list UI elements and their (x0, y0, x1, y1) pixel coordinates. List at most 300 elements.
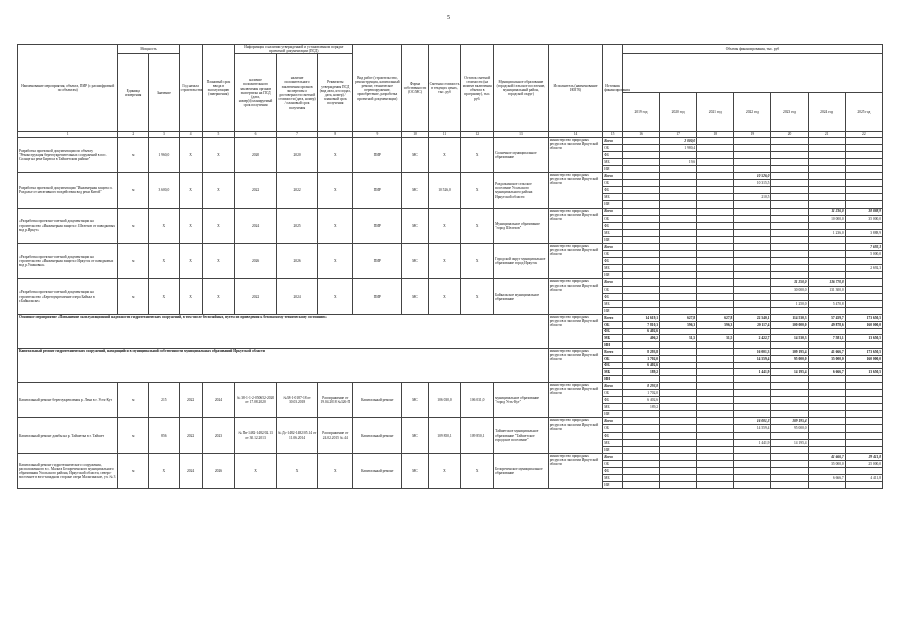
executor-cell: министерство природных ресурсов и экологии Иркутской области (548, 279, 603, 314)
municipality-cell: муниципальное образование "город Усть-Кут" (494, 382, 549, 417)
amount-cell (697, 286, 734, 293)
start-year-header: Год начала строительства (179, 45, 202, 132)
amount-cell: 11 236,0 (808, 208, 845, 215)
amount-cell (622, 158, 659, 165)
amount-cell: 114 530,3 (771, 314, 808, 321)
municipality-cell: Тайшетское муниципальное образование "Тайшетское городское поселение" (494, 418, 549, 453)
amount-cell (660, 390, 697, 397)
amount-cell: 627,8 (660, 314, 697, 321)
amount-cell (660, 404, 697, 411)
cost-cell: Х (428, 279, 461, 314)
amount-cell (622, 425, 659, 432)
amount-cell (697, 236, 734, 243)
amount-cell (845, 165, 882, 172)
amount-cell (660, 355, 697, 362)
ownership-cell: МС (402, 244, 428, 279)
work-kind-cell: ПИР (353, 173, 402, 208)
project-name: «Разработка проектно-сметной документации на строительство «Инженерная защита г. Шелехов от паводковых вод р.Иркут» (18, 208, 118, 243)
amount-cell (622, 411, 659, 418)
source-cell: ФБ (603, 293, 623, 300)
column-index: 19 (734, 132, 771, 137)
amount-cell (660, 376, 697, 383)
start-year-cell: 2024 (179, 453, 202, 488)
table-header (18, 45, 883, 138)
unit-cell: м (118, 173, 149, 208)
amount-cell (734, 244, 771, 251)
amount-cell (734, 279, 771, 286)
expertise-cell: Х (235, 453, 277, 488)
year-header: 2021 год (697, 93, 734, 132)
cost-cell: Х (428, 208, 461, 243)
amount-cell (734, 307, 771, 314)
project-name: Капитальный ремонт берегоукрепления р. Лена в г. Усть-Кут (18, 382, 118, 417)
value-cell: Х (149, 279, 180, 314)
amount-cell (845, 482, 882, 489)
amount-cell (734, 411, 771, 418)
amount-cell (660, 201, 697, 208)
amount-cell (660, 439, 697, 446)
value-cell: Х (149, 208, 180, 243)
amount-cell (734, 382, 771, 389)
amount-cell (697, 187, 734, 194)
amount-cell (734, 342, 771, 349)
amount-cell (771, 251, 808, 258)
source-cell: ОБ (603, 390, 623, 397)
amount-cell (734, 300, 771, 307)
amount-cell (697, 279, 734, 286)
page-number: 5 (447, 15, 450, 21)
source-cell: Всего (603, 137, 623, 144)
rest-cost-cell: Х (461, 208, 494, 243)
amount-cell (734, 286, 771, 293)
amount-cell: 596,3 (697, 321, 734, 328)
amount-cell (845, 151, 882, 158)
amount-cell: 189,2 (622, 369, 659, 376)
amount-cell (660, 173, 697, 180)
amount-cell (660, 342, 697, 349)
source-cell: ОБ (603, 425, 623, 432)
amount-cell: 16 001,3 (734, 418, 771, 425)
source-cell: МБ (603, 194, 623, 201)
amount-cell (808, 244, 845, 251)
amount-cell (734, 460, 771, 467)
amount-cell (808, 265, 845, 272)
amount-cell (845, 194, 882, 201)
amount-cell (697, 215, 734, 222)
col-name-header: Наименование мероприятия, объекта, ПИР (с расшифровкой по объектам) (18, 45, 118, 132)
source-cell: МБ (603, 369, 623, 376)
table-row (18, 137, 883, 144)
source-cell: МБ (603, 439, 623, 446)
amount-cell: 7 581,1 (808, 335, 845, 342)
amount-cell (660, 151, 697, 158)
table-row (18, 418, 883, 425)
amount-cell (771, 180, 808, 187)
financing-spacer (622, 54, 882, 93)
amount-cell (622, 300, 659, 307)
amount-cell (808, 307, 845, 314)
value-cell: Х (149, 453, 180, 488)
amount-cell (622, 286, 659, 293)
amount-cell (845, 279, 882, 286)
executor-cell: министерство природных ресурсов и экологии Иркутской области (548, 418, 603, 453)
amount-cell (771, 165, 808, 172)
amount-cell (660, 475, 697, 482)
source-cell: ИИ (603, 411, 623, 418)
amount-cell (734, 137, 771, 144)
amount-cell (845, 286, 882, 293)
amount-cell (808, 236, 845, 243)
column-index: 12 (461, 132, 494, 137)
amount-cell (697, 194, 734, 201)
amount-cell: 3 888,9 (845, 229, 882, 236)
amount-cell (808, 397, 845, 404)
amount-cell (660, 300, 697, 307)
plan-year-header: Плановый срок ввода в эксплуатацию (завершения) (202, 45, 235, 132)
psd-approval-cell: Распоряжение от 24.02.2015 № 44 (318, 418, 353, 453)
amount-cell (771, 432, 808, 439)
amount-cell (622, 376, 659, 383)
column-index: 17 (660, 132, 697, 137)
amount-cell (660, 265, 697, 272)
amount-cell: 596,3 (660, 321, 697, 328)
amount-cell (771, 328, 808, 335)
amount-cell (771, 453, 808, 460)
amount-cell: 16 001,3 (734, 348, 771, 355)
amount-cell (697, 258, 734, 265)
amount-cell (697, 348, 734, 355)
amount-cell (734, 468, 771, 475)
amount-cell (771, 222, 808, 229)
work-kind-cell: ПИР (353, 208, 402, 243)
amount-cell (808, 425, 845, 432)
amount-cell (622, 265, 659, 272)
cost-cell: 109 850,1 (428, 418, 461, 453)
amount-cell (771, 158, 808, 165)
amount-cell (845, 272, 882, 279)
cost-cell: Х (428, 453, 461, 488)
expertise-header: наличие положительного заключения органов экспертизы на ПСД (дата, номер)/(планируемый срок получения (235, 54, 277, 132)
table-row (18, 453, 883, 460)
amount-cell (808, 390, 845, 397)
rest-cost-cell: Х (461, 453, 494, 488)
amount-cell (697, 144, 734, 151)
ownership-cell: МС (402, 208, 428, 243)
amount-cell: 6 402,6 (622, 328, 659, 335)
amount-cell: 14 559,4 (734, 425, 771, 432)
amount-cell (771, 404, 808, 411)
work-kind-cell: ПИР (353, 279, 402, 314)
amount-cell: 14 195,4 (771, 369, 808, 376)
column-index: 7 (276, 132, 318, 137)
amount-cell (660, 425, 697, 432)
amount-cell: 6 402,6 (622, 397, 659, 404)
amount-cell (734, 208, 771, 215)
executor-header: Исполнитель (наименование ИОГВ) (548, 45, 603, 132)
amount-cell (808, 201, 845, 208)
amount-cell: 35 000,0 (808, 460, 845, 467)
amount-cell (622, 201, 659, 208)
rest-cost-cell: 106 031,0 (461, 382, 494, 417)
amount-cell (734, 328, 771, 335)
start-year-cell: Х (179, 173, 202, 208)
amount-cell: 14 559,4 (734, 355, 771, 362)
amount-cell: 2 000,0 (660, 137, 697, 144)
amount-cell (622, 187, 659, 194)
project-name: Капитальный ремонт гидротехнического сооружения, расположенного в с. Мальта Белореченского муниципального образования Усольского района, Иркутской области, северо-восточнее в юго-западном стороне озера Мальтинское, уч. № 3 (18, 453, 118, 488)
amount-cell (734, 404, 771, 411)
amount-cell (808, 482, 845, 489)
amount-cell (697, 173, 734, 180)
column-index: 9 (353, 132, 402, 137)
amount-cell (622, 258, 659, 265)
amount-cell (660, 369, 697, 376)
amount-cell (622, 446, 659, 453)
amount-cell (660, 307, 697, 314)
amount-cell (660, 382, 697, 389)
plan-year-cell: Х (202, 137, 235, 172)
table-row (18, 348, 883, 355)
amount-cell: 25 000,0 (845, 460, 882, 467)
amount-cell (845, 144, 882, 151)
amount-cell (734, 251, 771, 258)
amount-cell (697, 251, 734, 258)
amount-cell (697, 446, 734, 453)
column-index: 13 (494, 132, 549, 137)
amount-cell: 1 441,9 (734, 439, 771, 446)
amount-cell (845, 390, 882, 397)
rest-cost-cell: Х (461, 244, 494, 279)
amount-cell (734, 482, 771, 489)
ownership-cell: МС (402, 418, 428, 453)
amount-cell (660, 286, 697, 293)
plan-year-cell: 2023 (202, 418, 235, 453)
amount-cell (771, 272, 808, 279)
unit-cell: м (118, 208, 149, 243)
amount-cell (622, 194, 659, 201)
plan-year-cell: Х (202, 173, 235, 208)
amount-cell (734, 151, 771, 158)
amount-cell (660, 482, 697, 489)
year-header: 2022 год (734, 93, 771, 132)
source-cell: ОБ (603, 215, 623, 222)
amount-cell (771, 342, 808, 349)
amount-cell (845, 300, 882, 307)
project-name: «Разработка проектно-сметной документации на строительство «Берегоукрепление озера Байкал в г.Байкальске» (18, 279, 118, 314)
cost-cell: 106 030,0 (428, 382, 461, 417)
amount-cell (660, 460, 697, 467)
ownership-header: Форма собственности (ОС/МС) (402, 45, 428, 132)
source-cell: ФБ (603, 222, 623, 229)
section-title: Капитальный ремонт гидротехнических сооружений, находящийся в муниципальной собственности муниципальных образований Иркутской области (18, 348, 549, 382)
executor-cell: министерство природных ресурсов и экологии Иркутской области (548, 208, 603, 243)
amount-cell (622, 432, 659, 439)
amount-cell (660, 187, 697, 194)
table-row (18, 244, 883, 251)
project-name: Разработка проектной документации по объекту "Реконструкция берегоукрепительных сооружений в пос. Солнце на реке Бирюса в Тайшетском районе" (18, 137, 118, 172)
amount-cell (771, 411, 808, 418)
amount-cell (622, 165, 659, 172)
amount-cell (697, 293, 734, 300)
plan-year-cell: 2024 (202, 382, 235, 417)
source-cell: МБ (603, 158, 623, 165)
project-name: Капитальный ремонт дамбы на р. Тайшетка в г. Тайшет (18, 418, 118, 453)
source-cell: Всего (603, 348, 623, 355)
source-cell: ИИ (603, 236, 623, 243)
work-kind-header: Вид работ (строительство, реконструкция, капитальный ремонт, техническое перевооружение, приобретение, разработка проектной документации) (353, 45, 402, 132)
source-header: Источник финансирования (603, 45, 623, 132)
amount-cell (808, 418, 845, 425)
table-row (18, 173, 883, 180)
amount-cell: 1 702,0 (622, 390, 659, 397)
expertise-cell: 2022 (235, 279, 277, 314)
amount-cell (697, 382, 734, 389)
amount-cell (734, 446, 771, 453)
amount-cell (734, 165, 771, 172)
amount-cell (808, 362, 845, 369)
amount-cell (771, 265, 808, 272)
amount-cell (660, 432, 697, 439)
cost-cell: 10 526,0 (428, 173, 461, 208)
amount-cell: 14 195,4 (771, 439, 808, 446)
amount-cell: 13 650,5 (845, 369, 882, 376)
amount-cell (622, 173, 659, 180)
column-index: 16 (622, 132, 659, 137)
amount-cell (660, 251, 697, 258)
amount-cell (697, 180, 734, 187)
cost-expertise-cell: 2025 (276, 208, 318, 243)
amount-cell (845, 468, 882, 475)
amount-cell (660, 362, 697, 369)
amount-cell (660, 453, 697, 460)
amount-cell: 173 650,5 (845, 348, 882, 355)
amount-cell: 136 770,8 (808, 279, 845, 286)
financing-header: Объемы финансирования, тыс. руб (622, 45, 882, 54)
psd-approval-header: Реквизиты утверждения ПСД (вид акта, кто издал, дата, номер) / плановый срок получения (318, 54, 353, 132)
amount-cell (622, 137, 659, 144)
expertise-cell: № Пв-1482-1482/02.13 от 30.12.2013 (235, 418, 277, 453)
amount-cell (697, 328, 734, 335)
amount-cell: 95 000,0 (771, 425, 808, 432)
amount-cell (660, 258, 697, 265)
amount-cell (771, 446, 808, 453)
financing-table (17, 44, 883, 489)
column-index: 20 (771, 132, 808, 137)
amount-cell: 41 666,7 (808, 453, 845, 460)
amount-cell (771, 307, 808, 314)
source-cell: ИИ (603, 307, 623, 314)
amount-cell (697, 307, 734, 314)
amount-cell (845, 137, 882, 144)
amount-cell: 31,5 (660, 335, 697, 342)
amount-cell (697, 229, 734, 236)
amount-cell (808, 194, 845, 201)
ownership-cell: МС (402, 382, 428, 417)
source-cell: ОБ (603, 144, 623, 151)
amount-cell (808, 165, 845, 172)
rest-cost-cell: Х (461, 173, 494, 208)
amount-cell: 49 878,6 (808, 321, 845, 328)
column-index: 6 (235, 132, 277, 137)
amount-cell: 38 888,9 (845, 208, 882, 215)
amount-cell: 31 250,0 (771, 279, 808, 286)
year-header: 2019 год (622, 93, 659, 132)
amount-cell: 6 666,7 (808, 475, 845, 482)
amount-cell (808, 432, 845, 439)
amount-cell: 19,6 (660, 158, 697, 165)
amount-cell (808, 151, 845, 158)
amount-cell (845, 404, 882, 411)
amount-cell: 57 459,7 (808, 314, 845, 321)
amount-cell (622, 453, 659, 460)
value-cell: 1 960,0 (149, 137, 180, 172)
municipality-cell: Раздольинское сельское поселение Усольского муниципального района Иркутской области (494, 173, 549, 208)
source-cell: Всего (603, 418, 623, 425)
amount-cell: 1 702,0 (622, 355, 659, 362)
amount-cell: 210,5 (734, 194, 771, 201)
amount-cell (808, 446, 845, 453)
year-header: 2023 год (771, 93, 808, 132)
column-index: 14 (548, 132, 603, 137)
psd-approval-cell: Х (318, 279, 353, 314)
amount-cell (771, 137, 808, 144)
amount-cell (622, 151, 659, 158)
start-year-cell: 2022 (179, 418, 202, 453)
year-header: 2024 год (808, 93, 845, 132)
amount-cell (734, 265, 771, 272)
cost-expertise-cell: 2024 (276, 279, 318, 314)
amount-cell (660, 229, 697, 236)
amount-cell (660, 165, 697, 172)
amount-cell (734, 390, 771, 397)
amount-cell (622, 251, 659, 258)
amount-cell (734, 187, 771, 194)
amount-cell (622, 229, 659, 236)
amount-cell (845, 158, 882, 165)
amount-cell (660, 194, 697, 201)
amount-cell (622, 180, 659, 187)
source-cell: Всего (603, 314, 623, 321)
column-index: 15 (603, 132, 623, 137)
amount-cell: 5 470,8 (808, 300, 845, 307)
amount-cell: 22 540,1 (734, 314, 771, 321)
amount-cell: 20 117,4 (734, 321, 771, 328)
amount-cell (771, 468, 808, 475)
project-name: «Разработка проектно-сметной документации на строительство «Инженерная защита г.Иркутск от паводковых вод р.Ушаковка» (18, 244, 118, 279)
amount-cell (660, 293, 697, 300)
amount-cell (845, 376, 882, 383)
amount-cell (771, 258, 808, 265)
amount-cell (660, 397, 697, 404)
unit-cell: м (118, 382, 149, 417)
amount-cell (697, 404, 734, 411)
value-cell: Х (149, 244, 180, 279)
amount-cell (622, 293, 659, 300)
amount-cell (734, 222, 771, 229)
amount-cell (697, 158, 734, 165)
amount-cell: 1 980,4 (660, 144, 697, 151)
amount-cell (808, 342, 845, 349)
amount-cell (845, 293, 882, 300)
amount-cell (697, 244, 734, 251)
amount-cell (622, 418, 659, 425)
amount-cell (845, 307, 882, 314)
amount-cell (771, 151, 808, 158)
source-cell: Всего (603, 453, 623, 460)
amount-cell (808, 173, 845, 180)
amount-cell (660, 348, 697, 355)
amount-cell (697, 418, 734, 425)
